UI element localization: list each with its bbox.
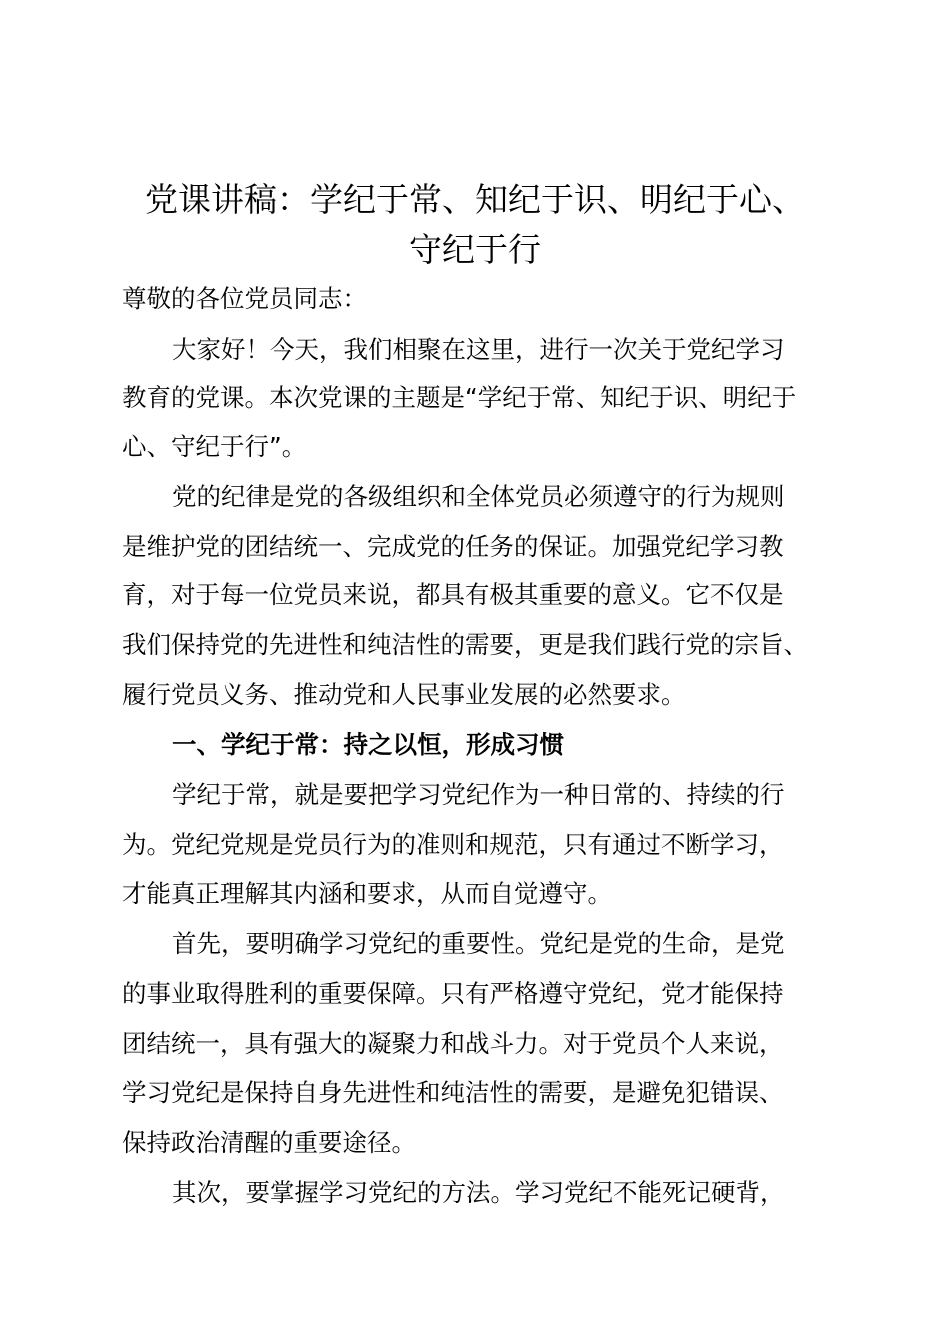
salutation: 尊敬的各位党员同志：	[122, 284, 367, 313]
paragraph-line: 团结统一，具有强大的凝聚力和战斗力。对于党员个人来说，	[122, 1029, 784, 1058]
paragraph-line: 才能真正理解其内涵和要求，从而自觉遵守。	[122, 879, 612, 908]
section-heading: 一、学纪于常：持之以恒，形成习惯	[172, 730, 564, 759]
paragraph-line: 心、守纪于行”。	[122, 432, 307, 461]
paragraph-line: 学纪于常，就是要把学习党纪作为一种日常的、持续的行	[172, 780, 785, 809]
paragraph-line: 党的纪律是党的各级组织和全体党员必须遵守的行为规则	[172, 482, 785, 511]
paragraph-line: 其次，要掌握学习党纪的方法。学习党纪不能死记硬背，	[172, 1178, 785, 1207]
paragraph-line: 教育的党课。本次党课的主题是“学纪于常、知纪于识、明纪于	[122, 383, 797, 412]
paragraph-line: 我们保持党的先进性和纯洁性的需要，更是我们践行党的宗旨、	[122, 630, 808, 659]
paragraph-line: 履行党员义务、推动党和人民事业发展的必然要求。	[122, 680, 686, 709]
paragraph-line: 的事业取得胜利的重要保障。只有严格遵守党纪，党才能保持	[122, 979, 784, 1008]
paragraph-line: 是维护党的团结统一、完成党的任务的保证。加强党纪学习教	[122, 532, 784, 561]
document-title-line-1: 党课讲稿：学纪于常、知纪于识、明纪于心、	[145, 180, 805, 219]
document-title-line-2: 守纪于行	[409, 230, 541, 269]
paragraph-line: 首先，要明确学习党纪的重要性。党纪是党的生命，是党	[172, 929, 785, 958]
paragraph-line: 育，对于每一位党员来说，都具有极其重要的意义。它不仅是	[122, 580, 784, 609]
paragraph-line: 大家好！今天，我们相聚在这里，进行一次关于党纪学习	[172, 335, 785, 364]
paragraph-line: 为。党纪党规是党员行为的准则和规范，只有通过不断学习，	[122, 830, 784, 859]
paragraph-line: 保持政治清醒的重要途径。	[122, 1128, 416, 1157]
paragraph-line: 学习党纪是保持自身先进性和纯洁性的需要，是避免犯错误、	[122, 1078, 784, 1107]
